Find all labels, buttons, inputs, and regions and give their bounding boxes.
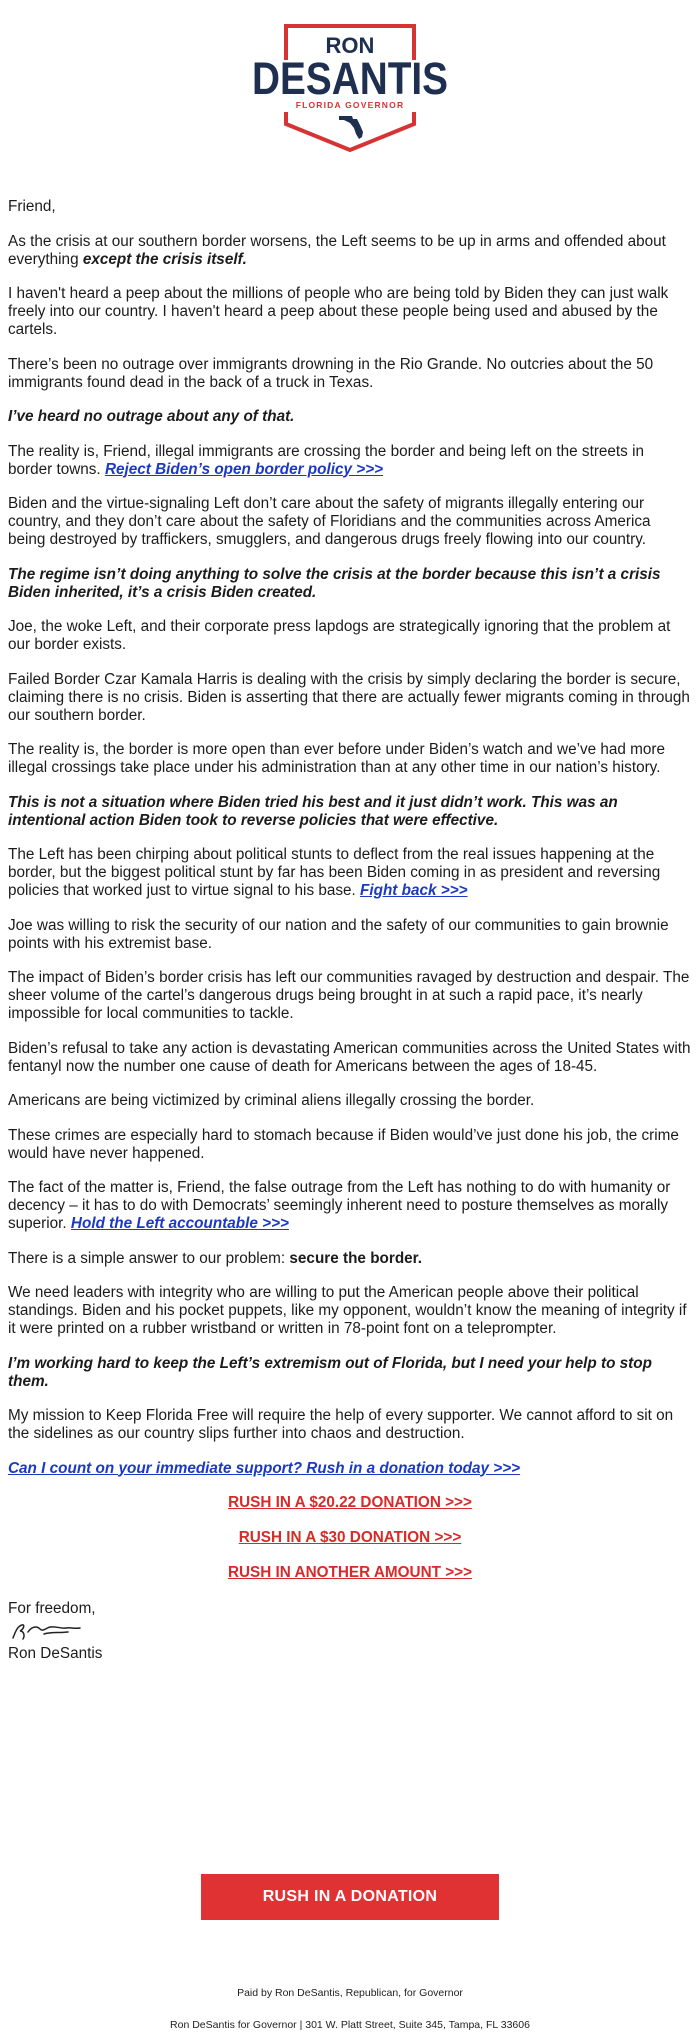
donate-other-link[interactable]: RUSH IN ANOTHER AMOUNT >>> [227,1564,473,1581]
rush-donation-button[interactable]: RUSH IN A DONATION [201,1874,499,1920]
logo-last-name: DESANTIS [252,53,448,104]
paragraph: The Left has been chirping about political stunts to deflect from the real issues happening at the border, but the biggest political stunt by far has been Biden coming in as president and reversing policies that worked just to virtue signal to his base. Fight back >>> [8,846,661,899]
florida-icon [339,116,363,139]
paragraph: We need leaders with integrity who are willing to put the American people above their political standings. Biden and his pocket puppets, like my opponent, wouldn’t know the meaning of integrity if it were printed on a rubber wristband or written in 78-point font on a teleprompter. [8,1284,687,1337]
fight-back-link[interactable]: Fight back >>> [360,882,468,899]
paragraph: I haven't heard a peep about the millions of people who are being told by Biden they can just walk freely into our country. I haven't heard a peep about these people being used and abused by the cartels. [8,285,669,338]
paragraph: Biden and the virtue-signaling Left don’t care about the safety of migrants illegally entering our country, and they don’t care about the safety of Floridians and the communities across America being destroyed by traffickers, smugglers, and dangerous drugs freely flowing into our country. [8,495,651,548]
signature-image [10,1620,82,1642]
logo-subtitle: FLORIDA GOVERNOR [295,100,405,110]
paragraph: The impact of Biden’s border crisis has left our communities ravaged by destruction and despair. The sheer volume of the cartel’s dangerous drugs being brought in at such a rapid pace, it’s nearly impossible for local communities to tackle. [8,969,690,1022]
secure-border-bold: secure the border. [289,1249,423,1267]
donation-cta-link[interactable]: Can I count on your immediate support? Rush in a donation today >>> [8,1459,521,1477]
footer-address: Ron DeSantis for Governor | 301 W. Platt Street, Suite 345, Tampa, FL 33606 [170,2019,530,2031]
donate-row [8,1529,692,1547]
paragraph: The reality is, Friend, illegal immigrants are crossing the border and being left on the streets in border towns. Reject Biden’s open border policy >>> [8,442,644,478]
donate-2022-link[interactable]: RUSH IN A $20.22 DONATION >>> [228,1494,472,1511]
paragraph: My mission to Keep Florida Free will require the help of every supporter. We cannot afford to sit on the sidelines as our country slips further into chaos and destruction. [8,1407,674,1442]
emphasis-paragraph: The regime isn’t doing anything to solve the crisis at the border because this isn’t a crisis Biden inherited, it’s a crisis Biden created. [8,565,661,601]
closing [8,1599,692,1663]
hold-left-accountable-link[interactable]: Hold the Left accountable >>> [70,1215,289,1232]
emphasis: except the crisis itself. [82,250,247,268]
paragraph: Joe, the woke Left, and their corporate press lapdogs are strategically ignoring that the problem at our border exists. [8,618,671,653]
emphasis-paragraph: I’m working hard to keep the Left’s extremism out of Florida, but I need your help to stop them. [8,1354,652,1390]
donate-row [8,1494,692,1512]
greeting: Friend, [8,198,56,215]
signoff: For freedom, [8,1600,96,1617]
paragraph: Americans are being victimized by criminal aliens illegally crossing the border. [8,1092,535,1109]
ron-desantis-logo [248,16,452,152]
email-body [8,198,692,1663]
paragraph: The reality is, the border is more open than ever before under Biden’s watch and we’ve had more illegal crossings take place under his administration than at any other time in our nation’s history. [8,741,666,776]
emphasis-paragraph: I’ve heard no outrage about any of that. [8,408,295,425]
paragraph: Biden’s refusal to take any action is devastating American communities across the United States with fentanyl now the number one cause of death for Americans between the ages of 18-45. [8,1039,691,1075]
paragraph: The fact of the matter is, Friend, the false outrage from the Left has nothing to do with humanity or decency – it has to do with Democrats’ seemingly inherent need to posture themselves as morally superior. Hold the Left accountable >>> [8,1179,671,1232]
donate-30-link[interactable]: RUSH IN A $30 DONATION >>> [238,1529,462,1546]
donate-row [8,1564,692,1582]
paragraph: There’s been no outrage over immigrants drowning in the Rio Grande. No outcries about the 50 immigrants found dead in the back of a truck in Texas. [8,355,654,391]
logo-first-name: RON [325,33,375,58]
paragraph: There is a simple answer to our problem: secure the border. [8,1249,423,1267]
email-header [0,0,700,190]
paragraph: As the crisis at our southern border worsens, the Left seems to be up in arms and offended about everything except the crisis itself. [8,232,666,268]
paragraph: These crimes are especially hard to stomach because if Biden would’ve just done his job, the crime would have never happened. [8,1126,679,1162]
paragraph: Joe was willing to risk the security of our nation and the safety of our communities to gain brownie points with his extremist base. [8,916,669,952]
signer-name: Ron DeSantis [8,1645,103,1662]
paragraph: Failed Border Czar Kamala Harris is dealing with the crisis by simply declaring the border is secure, claiming there is no crisis. Biden is asserting that there are actually fewer migrants coming in through our southern border. [8,670,690,724]
reject-border-policy-link[interactable]: Reject Biden’s open border policy >>> [104,460,384,478]
cta-paragraph [8,1460,692,1478]
paid-by-disclaimer: Paid by Ron DeSantis, Republican, for Governor [237,1987,463,1999]
emphasis-paragraph: This is not a situation where Biden tried his best and it just didn’t work. This was an intentional action Biden took to reverse policies that were effective. [8,793,618,829]
